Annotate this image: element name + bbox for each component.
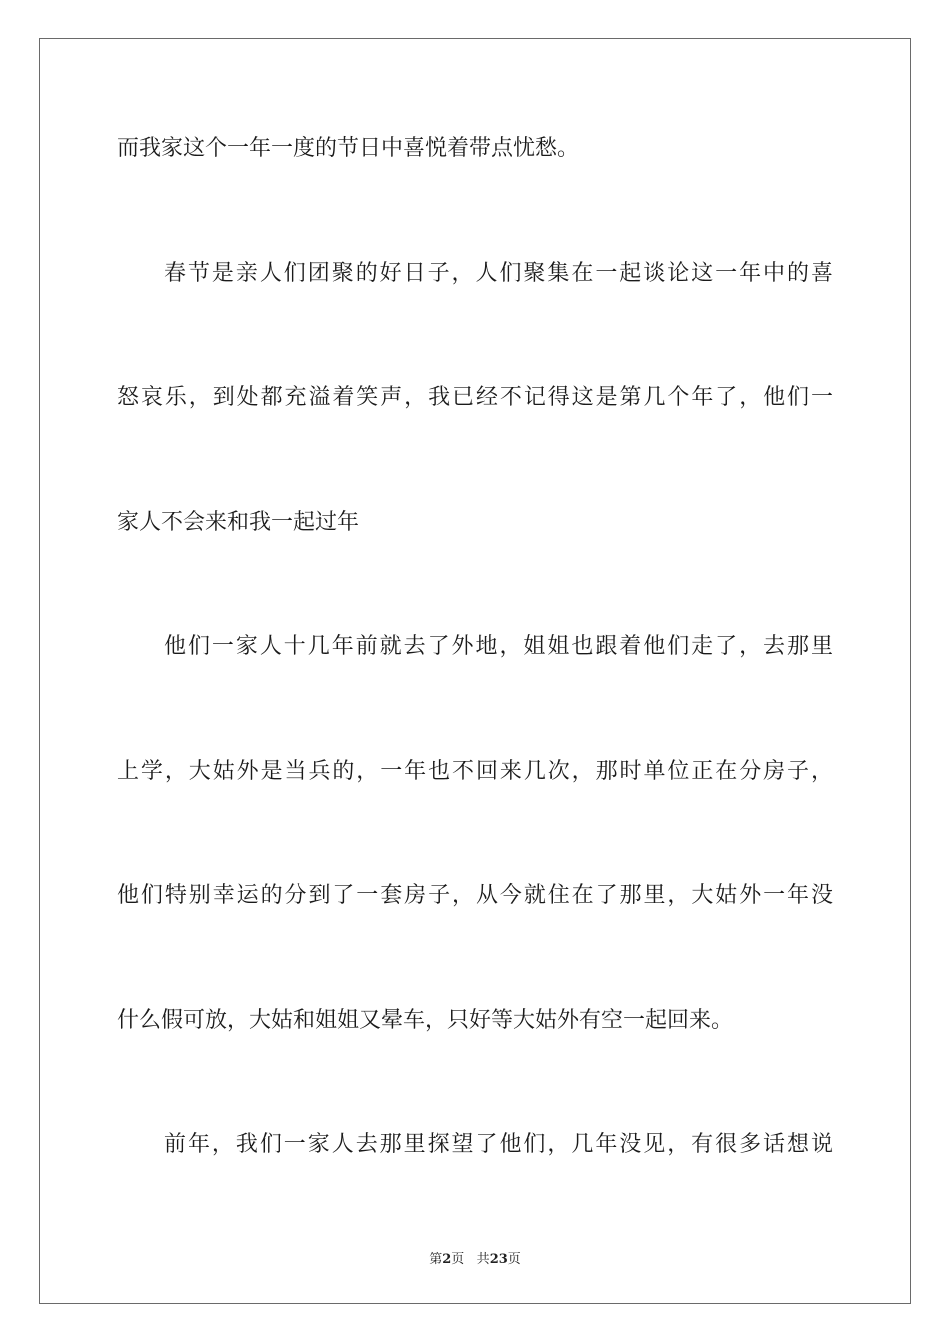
- body-line-3: 怒哀乐，到处都充溢着笑声，我已经不记得这是第几个年了，他们一: [117, 385, 833, 410]
- body-line-1: 而我家这个一年一度的节日中喜悦着带点忧愁。: [117, 136, 580, 161]
- body-line-2: 春节是亲人们团聚的好日子，人们聚集在一起谈论这一年中的喜: [164, 261, 833, 286]
- total-pages: 23: [489, 1252, 508, 1267]
- total-label-prefix: 共: [476, 1252, 490, 1267]
- page-frame: [39, 38, 911, 1304]
- page-number: 2: [442, 1252, 452, 1267]
- body-line-6: 上学，大姑外是当兵的，一年也不回来几次，那时单位正在分房子，: [117, 759, 833, 784]
- body-line-9: 前年，我们一家人去那里探望了他们，几年没见，有很多话想说: [164, 1132, 833, 1157]
- page-footer: [0, 1248, 950, 1267]
- body-line-5: 他们一家人十几年前就去了外地，姐姐也跟着他们走了，去那里: [164, 634, 833, 659]
- total-label-suffix: 页: [507, 1252, 521, 1267]
- page-label-suffix: 页: [451, 1252, 465, 1267]
- page-label-prefix: 第: [429, 1252, 443, 1267]
- body-line-8: 什么假可放，大姑和姐姐又晕车，只好等大姑外有空一起回来。: [117, 1008, 734, 1033]
- body-line-4: 家人不会来和我一起过年: [117, 510, 360, 535]
- body-line-7: 他们特别幸运的分到了一套房子，从今就住在了那里，大姑外一年没: [117, 883, 833, 908]
